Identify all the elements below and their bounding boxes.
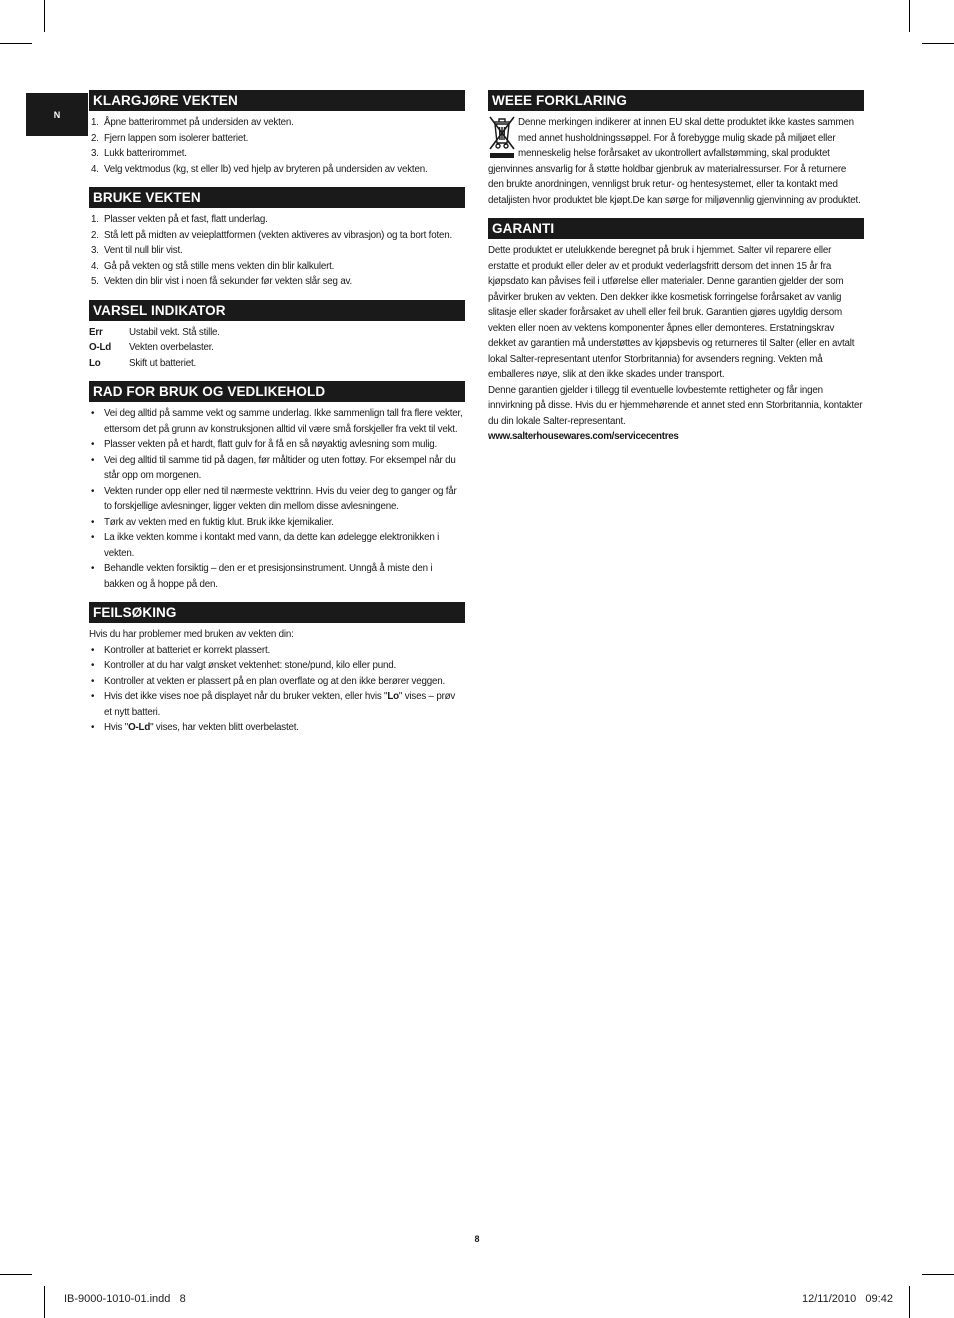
list-item: 1. Plasser vekten på et fast, flatt underlag. — [91, 214, 268, 225]
indicator-row — [89, 340, 465, 356]
list-item: • Kontroller at vekten er plassert på en plan overflate og at den ikke berører veggen. — [91, 675, 445, 687]
indicator-text: Skift ut batteriet. — [129, 357, 196, 369]
list-item: • Kontroller at batteriet er korrekt plassert. — [91, 644, 270, 656]
section-garanti — [488, 218, 864, 445]
list-item: • Hvis det ikke vises noe på displayet når du bruker vekten, eller hvis "Lo" vises – prøv et nytt batteri. — [91, 691, 456, 718]
bullet-list — [89, 643, 465, 736]
list-item: • Behandle vekten forsiktig – den er et presisjonsinstrument. Unngå å miste den i bakken og å hoppe på den. — [91, 563, 433, 590]
indicator-row — [89, 325, 465, 341]
list-item: • Vei deg alltid til samme tid på dagen, før måltider og uten fottøy. For eksempel når du står opp om morgenen. — [91, 454, 456, 481]
section-heading: GARANTI — [488, 218, 864, 239]
weee-text: Denne merkingen indikerer at innen EU skal dette produktet ikke kastes sammen med annet husholdningssøppel. For å forebygge mulig skade på miljøet eller menneskelig helse forårsaket av ukontrollert avfallstømming, skal produktet gjenvinnes ansvarlig for å støtte holdbar gjenbruk av materialressurser. For å returnere den brukte anordningen, vennligst bruk retur- og hentesystemet, eller ta kontakt med detaljisten hvor produktet ble kjøpt.De kan sørge for miljøvennlig gjenvinning av produktet. — [488, 117, 861, 206]
page-number: 8 — [474, 1234, 480, 1244]
weee-crossed-bin-icon — [488, 115, 516, 159]
indicator-code: O-Ld — [89, 342, 112, 353]
section-heading: WEEE FORKLARING — [488, 90, 864, 111]
list-item: 5. Vekten din blir vist i noen få sekunder før vekten slår seg av. — [91, 276, 353, 287]
warranty-text: Dette produktet er utelukkende beregnet på bruk i hjemmet. Salter vil reparere eller erstatte et produkt eller deler av et produkt vederlagsfritt dersom det innen 15 år fra kjøpsdato kan påvises feil i utførelse eller materialer. Denne garantien gjelder der som påvirker bruken av vekten. Den dekker ikke kosmetisk forringelse forårsaket av vanlig slitasje eller skader forårsaket av uhell eller feil bruk. Garantien gjøres ugyldig dersom vekten eller noen av vektens komponenter åpnes eller demonteres. Erstatningskrav dekket av garantien må understøttes av kjøpsbevis og returneres til Salter (eller en avtalt lokal Salter-representant utenfor Storbritannia) for avsenders regning. Vekten må emballeres nøye, slik at den ikke skades under transport. — [488, 245, 855, 380]
list-item: • Vekten runder opp eller ned til nærmeste vekttrinn. Hvis du veier deg to ganger og får to forskjellige avlesninger, ligger vekten din mellom disse avlesningene. — [91, 485, 457, 512]
section-rad — [89, 381, 465, 592]
indicator-row — [89, 356, 465, 372]
list-item: 1. Åpne batterirommet på undersiden av vekten. — [91, 117, 294, 128]
section-varsel — [89, 300, 465, 372]
left-column — [89, 90, 465, 746]
crop-mark — [0, 43, 32, 44]
language-tab: N — [26, 93, 88, 136]
list-item: 2. Stå lett på midten av veieplattformen (vekten aktiveres av vibrasjon) og ta bort foten. — [91, 229, 452, 241]
section-heading: KLARGJØRE VEKTEN — [89, 90, 465, 111]
indicator-text: Ustabil vekt. Stå stille. — [129, 326, 220, 338]
list-item: • La ikke vekten komme i kontakt med vann, da dette kan ødelegge elektronikken i vekten. — [91, 532, 440, 559]
crop-mark — [909, 0, 910, 32]
section-weee — [488, 90, 864, 208]
crop-mark — [0, 1274, 32, 1275]
list-item: • Hvis "O-Ld" vises, har vekten blitt overbelastet. — [91, 722, 299, 733]
weee-block — [488, 115, 864, 208]
list-item: • Kontroller at du har valgt ønsket vektenhet: stone/pund, kilo eller pund. — [91, 660, 397, 671]
list-item: • Tørk av vekten med en fuktig klut. Bruk ikke kjemikalier. — [91, 516, 334, 528]
slug-timestamp: 12/11/2010 09:42 — [802, 1293, 893, 1305]
list-item: 2. Fjern lappen som isolerer batteriet. — [91, 132, 249, 144]
section-heading: VARSEL INDIKATOR — [89, 300, 465, 321]
bullet-list — [89, 406, 465, 592]
list-item: • Vei deg alltid på samme vekt og samme underlag. Ikke sammenlign tall fra flere vekter, ettersom det på grunn av konstruksjonen alltid vil være små forskjeller fra vekt til vekt. — [91, 408, 463, 435]
list-item: 4. Gå på vekten og stå stille mens vekten din blir kalkulert. — [91, 260, 335, 272]
indicator-text: Vekten overbelaster. — [129, 342, 214, 353]
service-link[interactable]: www.salterhousewares.com/servicecentres — [488, 431, 679, 442]
list-item: • Plasser vekten på et hardt, flatt gulv for å få en så nøyaktig avlesning som mulig. — [91, 439, 437, 450]
numbered-list — [89, 212, 465, 290]
list-item: 4. Velg vektmodus (kg, st eller lb) ved hjelp av bryteren på undersiden av vekten. — [91, 163, 428, 175]
right-column — [488, 90, 864, 455]
crop-mark — [922, 43, 954, 44]
list-item: 3. Lukk batterirommet. — [91, 148, 187, 159]
crop-mark — [909, 1286, 910, 1318]
slug-filename: IB-9000-1010-01.indd 8 — [64, 1293, 186, 1305]
crop-mark — [44, 1286, 45, 1318]
section-klargjore — [89, 90, 465, 177]
indicator-code: Err — [89, 326, 103, 338]
indicator-code: Lo — [89, 357, 101, 369]
section-heading: FEILSØKING — [89, 602, 465, 623]
crop-mark — [922, 1274, 954, 1275]
warranty-text-2: Denne garantien gjelder i tillegg til eventuelle lovbestemte rettigheter og får ingen innvirkning på disse. Hvis du er hjemmehørende et annet sted enn Storbritannia, kontakter du din lokale Salter-representant. — [488, 384, 863, 427]
section-feilsoking — [89, 602, 465, 736]
section-heading: RAD FOR BRUK OG VEDLIKEHOLD — [89, 381, 465, 402]
crop-mark — [44, 0, 45, 32]
numbered-list — [89, 115, 465, 177]
list-item: 3. Vent til null blir vist. — [91, 245, 183, 256]
section-heading: BRUKE VEKTEN — [89, 187, 465, 208]
intro-text: Hvis du har problemer med bruken av vekten din: — [89, 629, 294, 640]
section-bruke — [89, 187, 465, 290]
